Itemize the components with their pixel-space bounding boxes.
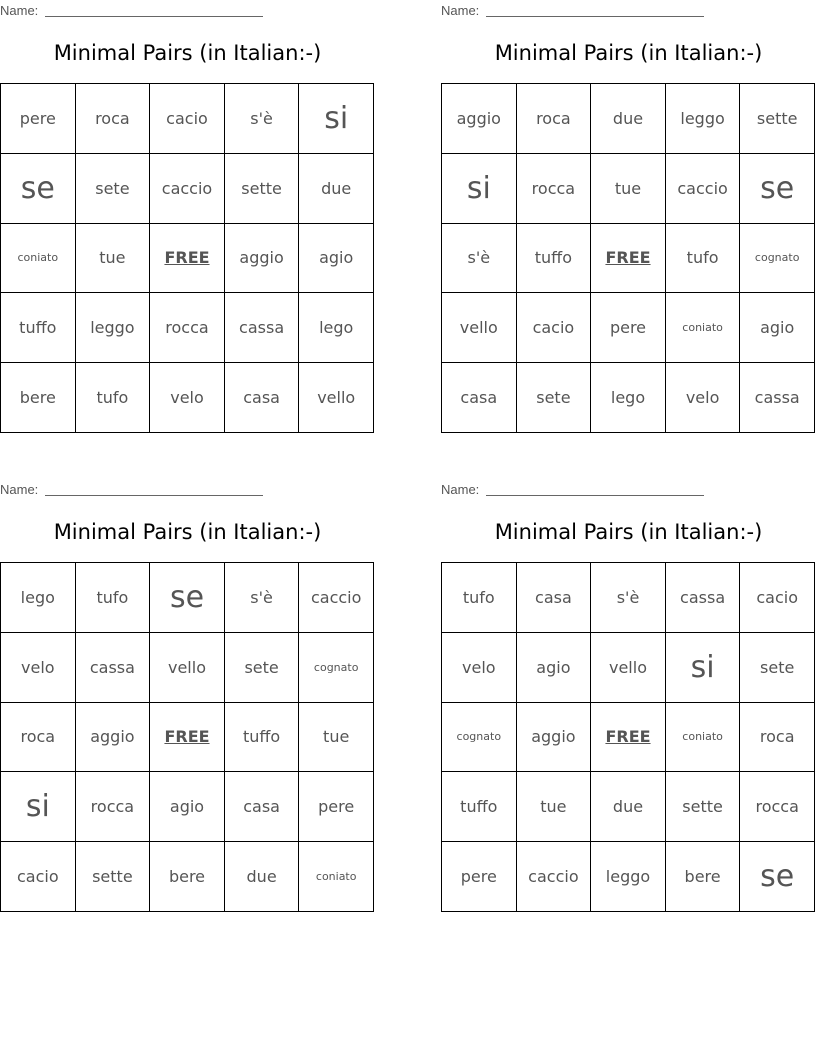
bingo-cell: tue	[591, 154, 666, 224]
bingo-cell: due	[299, 154, 374, 224]
bingo-cell: casa	[225, 363, 300, 433]
bingo-cell: rocca	[76, 772, 151, 842]
bingo-cell: aggio	[76, 703, 151, 773]
bingo-cell: tue	[299, 703, 374, 773]
bingo-cell: bere	[666, 842, 741, 912]
bingo-cell: vello	[442, 293, 517, 363]
bingo-cell: pere	[1, 84, 76, 154]
bingo-cell: coniato	[666, 703, 741, 773]
bingo-cell: rocca	[740, 772, 815, 842]
bingo-cell: s'è	[591, 563, 666, 633]
bingo-cell: roca	[1, 703, 76, 773]
bingo-cell: se	[740, 154, 815, 224]
bingo-cell: s'è	[225, 563, 300, 633]
bingo-cell: sete	[517, 363, 592, 433]
bingo-cell: agio	[517, 633, 592, 703]
bingo-cell: leggo	[76, 293, 151, 363]
bingo-cell: velo	[442, 633, 517, 703]
bingo-cell: pere	[299, 772, 374, 842]
bingo-cell: tuffo	[225, 703, 300, 773]
bingo-cell: cassa	[225, 293, 300, 363]
free-space-cell: FREE	[591, 224, 666, 294]
bingo-cell: s'è	[442, 224, 517, 294]
bingo-cell: sette	[740, 84, 815, 154]
bingo-cell: sete	[225, 633, 300, 703]
bingo-cell: si	[299, 84, 374, 154]
bingo-cell: cacio	[150, 84, 225, 154]
bingo-cell: agio	[299, 224, 374, 294]
bingo-cell: tufo	[76, 563, 151, 633]
bingo-grid	[441, 562, 815, 912]
bingo-cell: coniato	[1, 224, 76, 294]
bingo-cell: cacio	[740, 563, 815, 633]
bingo-cell: roca	[76, 84, 151, 154]
bingo-cell: due	[591, 84, 666, 154]
bingo-cell: leggo	[666, 84, 741, 154]
name-blank-line	[486, 495, 704, 496]
bingo-cell: tuffo	[1, 293, 76, 363]
bingo-cell: cognato	[442, 703, 517, 773]
free-space-cell: FREE	[150, 703, 225, 773]
bingo-cell: caccio	[666, 154, 741, 224]
bingo-cell: cacio	[1, 842, 76, 912]
bingo-cell: cassa	[740, 363, 815, 433]
bingo-cell: casa	[225, 772, 300, 842]
bingo-cell: coniato	[299, 842, 374, 912]
card-title: Minimal Pairs (in Italian:-)	[494, 41, 763, 65]
bingo-cell: tue	[517, 772, 592, 842]
name-blank-line	[45, 16, 263, 17]
bingo-cell: vello	[591, 633, 666, 703]
name-label: Name:	[441, 482, 480, 497]
bingo-cell: tufo	[442, 563, 517, 633]
free-space-cell: FREE	[591, 703, 666, 773]
bingo-cell: lego	[299, 293, 374, 363]
bingo-cell: tufo	[76, 363, 151, 433]
bingo-cell: rocca	[517, 154, 592, 224]
bingo-cell: se	[740, 842, 815, 912]
bingo-cell: velo	[666, 363, 741, 433]
bingo-cell: agio	[150, 772, 225, 842]
bingo-cell: tue	[76, 224, 151, 294]
bingo-cell: aggio	[517, 703, 592, 773]
bingo-cell: sette	[76, 842, 151, 912]
bingo-cell: aggio	[442, 84, 517, 154]
bingo-cell: lego	[1, 563, 76, 633]
bingo-cell: casa	[517, 563, 592, 633]
bingo-cell: si	[1, 772, 76, 842]
free-space-cell: FREE	[150, 224, 225, 294]
bingo-cell: leggo	[591, 842, 666, 912]
bingo-cell: tuffo	[517, 224, 592, 294]
bingo-cell: caccio	[517, 842, 592, 912]
bingo-cell: sete	[740, 633, 815, 703]
bingo-cell: casa	[442, 363, 517, 433]
name-label: Name:	[0, 3, 39, 18]
bingo-cell: caccio	[299, 563, 374, 633]
bingo-cell: sette	[666, 772, 741, 842]
name-blank-line	[45, 495, 263, 496]
bingo-cell: cognato	[740, 224, 815, 294]
bingo-cell: lego	[591, 363, 666, 433]
bingo-cell: agio	[740, 293, 815, 363]
bingo-cell: cognato	[299, 633, 374, 703]
bingo-grid	[0, 83, 374, 433]
bingo-grid	[441, 83, 815, 433]
bingo-cell: caccio	[150, 154, 225, 224]
bingo-cell: rocca	[150, 293, 225, 363]
bingo-cell: due	[591, 772, 666, 842]
bingo-cell: vello	[299, 363, 374, 433]
bingo-cell: cassa	[76, 633, 151, 703]
bingo-cell: sette	[225, 154, 300, 224]
bingo-cell: roca	[517, 84, 592, 154]
bingo-cell: sete	[76, 154, 151, 224]
name-blank-line	[486, 16, 704, 17]
bingo-cell: velo	[150, 363, 225, 433]
bingo-cell: coniato	[666, 293, 741, 363]
bingo-cell: tuffo	[442, 772, 517, 842]
bingo-cell: bere	[150, 842, 225, 912]
bingo-cell: vello	[150, 633, 225, 703]
bingo-cell: cacio	[517, 293, 592, 363]
bingo-cell: bere	[1, 363, 76, 433]
bingo-cell: tufo	[666, 224, 741, 294]
bingo-cell: aggio	[225, 224, 300, 294]
bingo-cell: se	[150, 563, 225, 633]
bingo-cell: pere	[442, 842, 517, 912]
name-label: Name:	[441, 3, 480, 18]
bingo-cell: s'è	[225, 84, 300, 154]
bingo-cell: pere	[591, 293, 666, 363]
bingo-cell: se	[1, 154, 76, 224]
bingo-cell: velo	[1, 633, 76, 703]
bingo-cell: si	[666, 633, 741, 703]
bingo-cell: roca	[740, 703, 815, 773]
bingo-cell: due	[225, 842, 300, 912]
card-title: Minimal Pairs (in Italian:-)	[53, 41, 322, 65]
bingo-cell: si	[442, 154, 517, 224]
card-title: Minimal Pairs (in Italian:-)	[53, 520, 322, 544]
bingo-grid	[0, 562, 374, 912]
bingo-cell: cassa	[666, 563, 741, 633]
card-title: Minimal Pairs (in Italian:-)	[494, 520, 763, 544]
name-label: Name:	[0, 482, 39, 497]
